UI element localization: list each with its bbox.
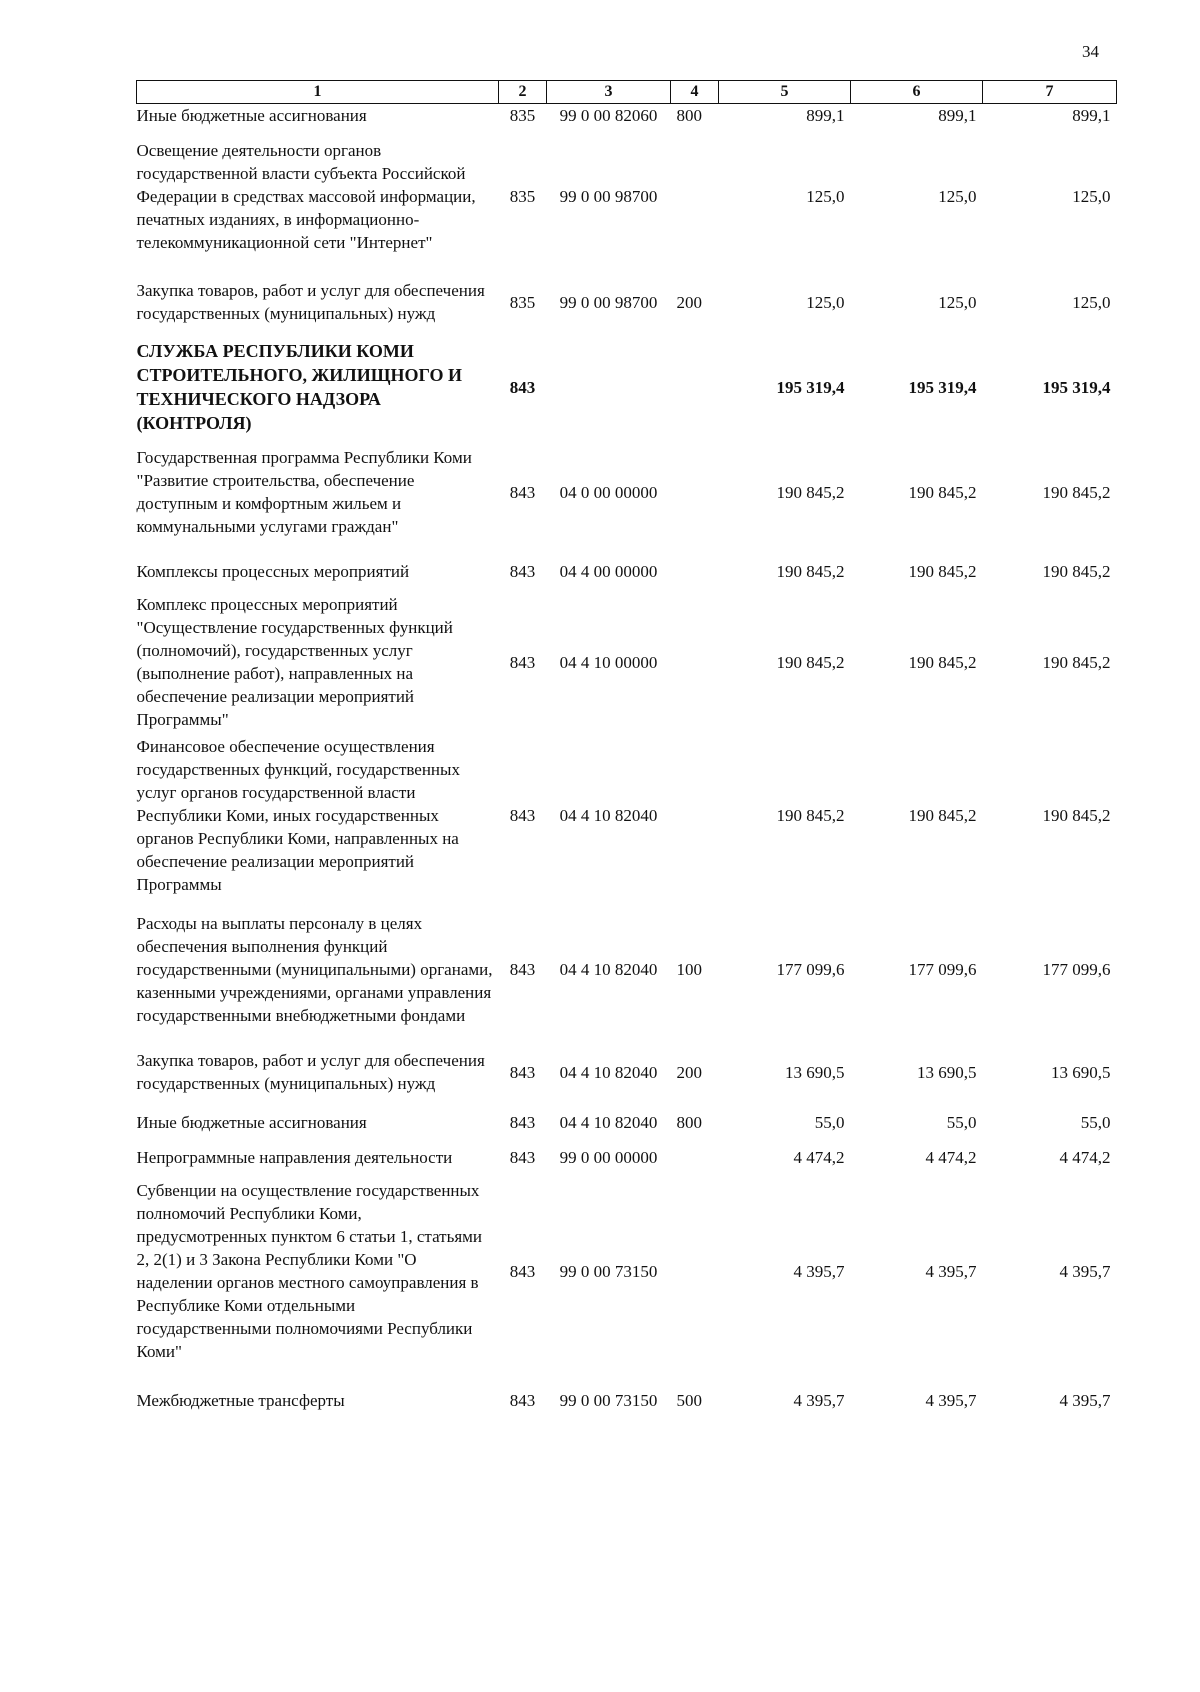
row-value-5: 190 845,2: [776, 652, 845, 672]
row-value-6: 4 474,2: [925, 1147, 977, 1167]
row-article: 04 4 10 00000: [559, 652, 658, 672]
row-value-6: 13 690,5: [917, 1062, 977, 1082]
row-expense-type: 200: [676, 1062, 702, 1082]
row-name: Государственная программа Республики Коми "Развитие строительства, обеспечение доступным и комфортным жильем и коммунальными услугами граждан": [136, 448, 472, 536]
row-name: Комплекс процессных мероприятий "Осуществление государственных функций (полномочий), государственных услуг (выполнение работ), направленных на обеспечение реализации мероприятий Программы": [136, 595, 453, 729]
row-value-6: 190 845,2: [908, 805, 977, 825]
row-value-5: 125,0: [806, 292, 845, 312]
row-article: 04 4 10 82040: [559, 1112, 658, 1132]
row-value-5: 899,1: [806, 106, 845, 125]
row-code: 843: [509, 1112, 536, 1132]
row-value-6: 4 395,7: [925, 1390, 977, 1410]
row-value-5: 55,0: [814, 1112, 845, 1132]
column-header-1: 1: [137, 81, 499, 104]
row-value-7: 195 319,4: [1042, 377, 1111, 397]
row-code: 835: [509, 106, 536, 125]
row-value-7: 55,0: [1080, 1112, 1111, 1132]
row-value-6: 899,1: [938, 106, 977, 125]
column-header-6: 6: [851, 81, 983, 104]
row-value-7: 190 845,2: [1042, 482, 1111, 502]
table-row: [137, 731, 1117, 899]
row-name: Межбюджетные трансферты: [136, 1390, 345, 1410]
row-value-6: 190 845,2: [908, 561, 977, 581]
row-article: 04 4 00 00000: [559, 561, 658, 581]
page-number: 34: [1082, 42, 1099, 61]
row-article: 04 4 10 82040: [559, 1062, 658, 1082]
table-row: [137, 339, 1117, 435]
row-value-7: 125,0: [1072, 292, 1111, 312]
table-row: [137, 435, 1117, 549]
row-expense-type: [671, 549, 719, 593]
row-code: 843: [509, 1062, 536, 1082]
row-article: 04 4 10 82040: [559, 805, 658, 825]
row-code: 843: [509, 959, 536, 979]
budget-table: [136, 80, 1117, 1433]
row-expense-type: [671, 1175, 719, 1367]
row-name: СЛУЖБА РЕСПУБЛИКИ КОМИ СТРОИТЕЛЬНОГО, ЖИЛИЩНОГО И ТЕХНИЧЕСКОГО НАДЗОРА (КОНТРОЛЯ): [136, 341, 462, 433]
row-name: Закупка товаров, работ и услуг для обеспечения государственных (муниципальных) нужд: [136, 1051, 485, 1093]
row-article: 99 0 00 98700: [559, 186, 658, 206]
row-value-7: 13 690,5: [1051, 1062, 1111, 1082]
table-row: [137, 1367, 1117, 1433]
row-value-5: 125,0: [806, 186, 845, 206]
row-value-7: 4 395,7: [1059, 1261, 1111, 1281]
table-row: [137, 104, 1117, 128]
row-name: Расходы на выплаты персоналу в целях обеспечения выполнения функций государственными (муниципальными) органами, казенными учреждениями, органами управления государственными внебюджетными фондами: [136, 913, 493, 1025]
row-value-6: 125,0: [938, 292, 977, 312]
row-expense-type: 100: [676, 959, 702, 979]
row-value-6: 195 319,4: [908, 377, 977, 397]
row-expense-type: 200: [676, 292, 702, 312]
table-row: [137, 1139, 1117, 1175]
row-value-7: 125,0: [1072, 186, 1111, 206]
row-value-7: 177 099,6: [1042, 959, 1111, 979]
row-name: Иные бюджетные ассигнования: [136, 106, 367, 125]
row-value-6: 190 845,2: [908, 652, 977, 672]
row-article: 99 0 00 98700: [559, 292, 658, 312]
row-name: Комплексы процессных мероприятий: [136, 561, 410, 581]
row-code: 843: [509, 1261, 536, 1281]
row-value-6: 55,0: [946, 1112, 977, 1132]
table-row: [137, 549, 1117, 593]
table-row: [137, 593, 1117, 731]
row-code: 835: [509, 292, 536, 312]
row-value-5: 190 845,2: [776, 805, 845, 825]
row-value-5: 195 319,4: [776, 377, 845, 397]
row-article: 04 0 00 00000: [559, 482, 658, 502]
row-code: 843: [509, 377, 536, 397]
row-value-7: 4 474,2: [1059, 1147, 1111, 1167]
row-code: 835: [509, 186, 536, 206]
table-row: [137, 1039, 1117, 1105]
row-article: 99 0 00 73150: [559, 1390, 658, 1410]
row-expense-type: [671, 1139, 719, 1175]
row-name: Финансовое обеспечение осуществления государственных функций, государственных услуг органов государственной власти Республики Коми, иных государственных органов Республики Коми, направленных на обеспечение реализации мероприятий Программы: [136, 736, 460, 894]
row-value-7: 190 845,2: [1042, 805, 1111, 825]
row-code: 843: [509, 1390, 536, 1410]
row-name: Иные бюджетные ассигнования: [136, 1112, 367, 1132]
row-value-7: 190 845,2: [1042, 652, 1111, 672]
column-header-5: 5: [719, 81, 851, 104]
row-article: 99 0 00 73150: [559, 1261, 658, 1281]
table-row: [137, 1105, 1117, 1139]
row-article: 99 0 00 82060: [559, 106, 658, 125]
row-name: Закупка товаров, работ и услуг для обеспечения государственных (муниципальных) нужд: [136, 281, 485, 323]
row-value-5: 190 845,2: [776, 561, 845, 581]
column-header-2: 2: [499, 81, 547, 104]
row-name: Субвенции на осуществление государственных полномочий Республики Коми, предусмотренных пунктом 6 статьи 1, статьями 2, 2(1) и 3 Закона Республики Коми "О наделении органов местного самоуправления в Республике Коми отдельными государственными полномочиями Республики Коми": [136, 1181, 483, 1361]
row-code: 843: [509, 561, 536, 581]
row-name: Непрограммные направления деятельности: [136, 1147, 453, 1167]
row-article: 04 4 10 82040: [559, 959, 658, 979]
row-value-7: 899,1: [1072, 106, 1111, 125]
table-row: [137, 1175, 1117, 1367]
table-header: [137, 81, 1117, 104]
row-value-7: 4 395,7: [1059, 1390, 1111, 1410]
table-row: [137, 899, 1117, 1039]
row-code: 843: [509, 805, 536, 825]
row-value-6: 177 099,6: [908, 959, 977, 979]
row-value-5: 4 474,2: [793, 1147, 845, 1167]
row-value-6: 125,0: [938, 186, 977, 206]
row-value-5: 4 395,7: [793, 1390, 845, 1410]
row-value-7: 190 845,2: [1042, 561, 1111, 581]
row-expense-type: [671, 127, 719, 265]
table-row: [137, 127, 1117, 265]
row-expense-type: 800: [676, 1112, 702, 1132]
row-expense-type: [671, 593, 719, 731]
column-header-7: 7: [983, 81, 1117, 104]
row-value-6: 190 845,2: [908, 482, 977, 502]
row-value-5: 190 845,2: [776, 482, 845, 502]
row-expense-type: [671, 435, 719, 549]
row-article: 99 0 00 00000: [559, 1147, 658, 1167]
row-name: Освещение деятельности органов государственной власти субъекта Российской Федерации в средствах массовой информации, печатных изданиях, в информационно-телекоммуникационной сети "Интернет": [136, 140, 476, 252]
row-code: 843: [509, 652, 536, 672]
row-expense-type: 800: [676, 106, 702, 125]
column-header-4: 4: [671, 81, 719, 104]
table-row: [137, 265, 1117, 339]
row-code: 843: [509, 482, 536, 502]
row-expense-type: [671, 339, 719, 435]
row-code: 843: [509, 1147, 536, 1167]
row-value-6: 4 395,7: [925, 1261, 977, 1281]
row-value-5: 177 099,6: [776, 959, 845, 979]
row-article: [547, 339, 671, 435]
row-value-5: 4 395,7: [793, 1261, 845, 1281]
row-expense-type: [671, 731, 719, 899]
row-expense-type: 500: [676, 1390, 702, 1410]
column-header-3: 3: [547, 81, 671, 104]
table-body: [137, 104, 1117, 1434]
row-value-5: 13 690,5: [785, 1062, 845, 1082]
